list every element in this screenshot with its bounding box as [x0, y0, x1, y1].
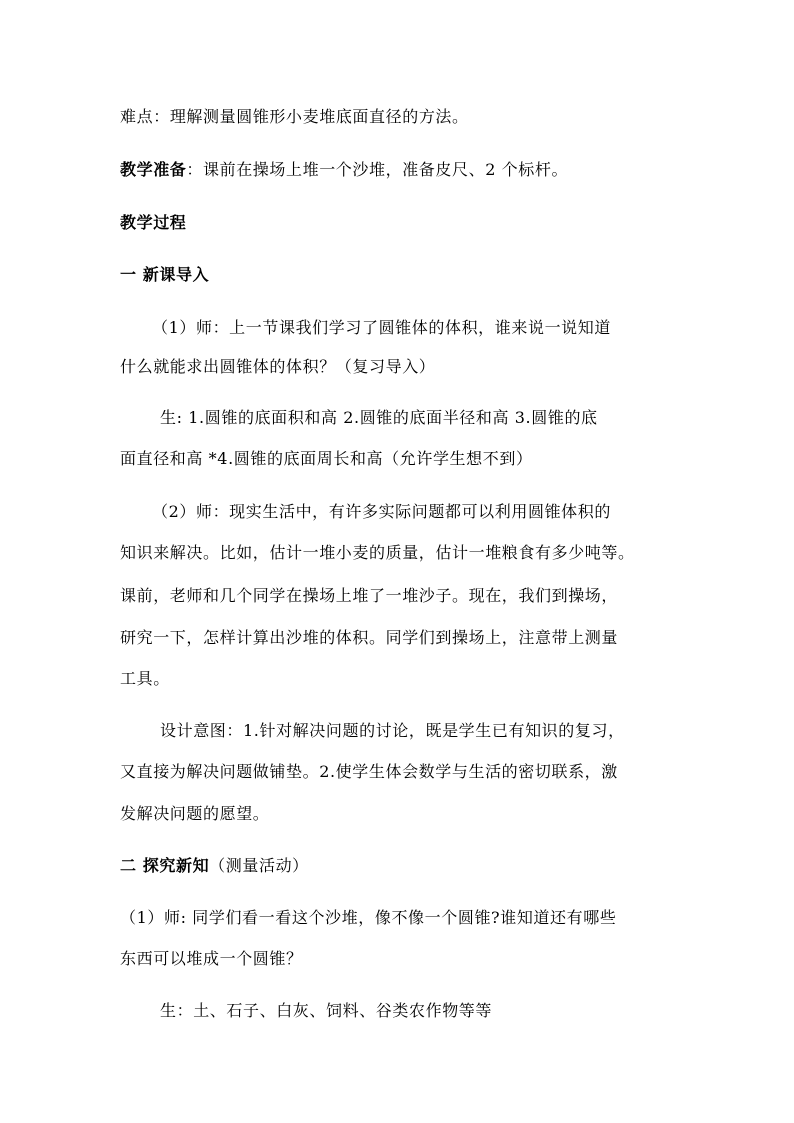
difficulty-line — [120, 107, 469, 127]
section1-p2-line2: 面直径和高 *4.圆锥的底面周长和高（允许学生想不到） — [120, 449, 533, 468]
preparation-line — [120, 160, 568, 180]
section1-p2-line1: 生: 1.圆锥的底面积和高 2.圆锥的底面半径和高 3.圆锥的底 — [160, 408, 598, 427]
section1-p4-line2: 又直接为解决问题做铺垫。2.使学生体会数学与生活的密切联系，激 — [120, 762, 618, 781]
process-heading: 教学过程 — [120, 213, 187, 232]
section2-p2: 生：土、石子、白灰、饲料、谷类农作物等等 — [160, 1001, 493, 1020]
difficulty-text: 理解测量圆锥形小麦堆底面直径的方法。 — [169, 107, 469, 126]
section2-heading-bold: 二 探究新知 — [120, 856, 210, 875]
section2-heading — [120, 856, 309, 876]
preparation-label: 教学准备 — [120, 160, 187, 179]
section1-p3-line4: 研究一下，怎样计算出沙堆的体积。同学们到操场上，注意带上测量 — [120, 628, 619, 647]
section1-p4-line1: 设计意图：1.针对解决问题的讨论，既是学生已有知识的复习， — [160, 721, 625, 740]
section1-p3-line3: 课前，老师和几个同学在操场上堆了一堆沙子。现在，我们到操场， — [120, 586, 619, 605]
section1-p3-line5: 工具。 — [120, 669, 170, 688]
section1-p1-line1: （1）师：上一节课我们学习了圆锥体的体积，谁来说一说知道 — [152, 318, 611, 337]
difficulty-label: 难点： — [120, 107, 170, 126]
section1-p4-line3: 发解决问题的愿望。 — [120, 804, 270, 823]
section1-p1-line2: 什么就能求出圆锥体的体积？（复习导入） — [120, 357, 436, 376]
preparation-text: ：课前在操场上堆一个沙堆，准备皮尺、2 个标杆。 — [186, 160, 569, 179]
section2-p1-line1: （1）师: 同学们看一看这个沙堆，像不像一个圆锥?谁知道还有哪些 — [120, 908, 617, 927]
section1-p3-line2: 知识来解决。比如，估计一堆小麦的质量，估计一堆粮食有多少吨等。 — [120, 543, 635, 562]
section2-heading-rest: （测量活动） — [209, 856, 309, 875]
section2-p1-line2: 东西可以堆成一个圆锥？ — [120, 949, 303, 968]
section1-heading: 一 新课导入 — [120, 265, 210, 284]
section1-p3-line1: （2）师：现实生活中，有许多实际问题都可以利用圆锥体积的 — [152, 502, 611, 521]
